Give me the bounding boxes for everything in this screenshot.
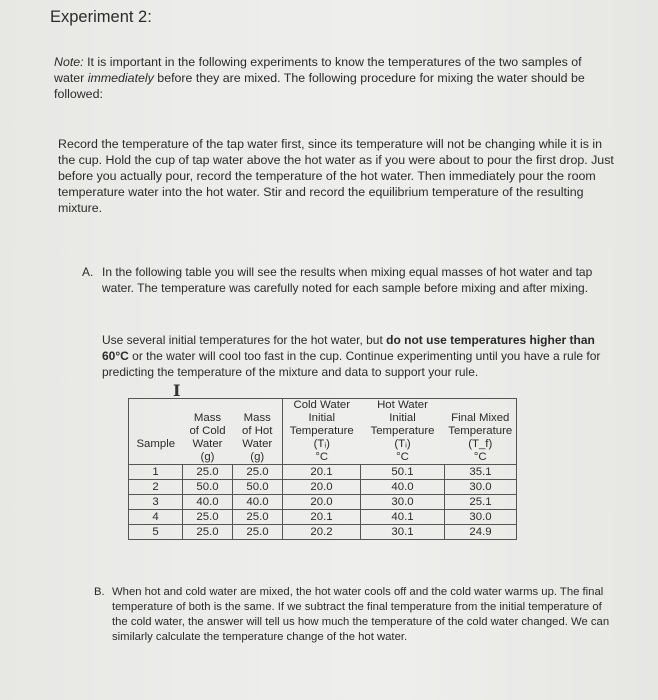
header-final-4: °C [445, 451, 517, 465]
cell-mass-hot: 25.0 [233, 510, 283, 525]
cell-final-temp: 24.9 [445, 525, 517, 540]
header-mass-cold-4: (g) [200, 451, 215, 463]
cell-mass-hot: 25.0 [233, 525, 283, 540]
header-mass-hot-1: Mass [233, 412, 283, 425]
cell-mass-cold: 40.0 [183, 495, 233, 510]
cell-mass-cold: 50.0 [183, 480, 233, 495]
procedure-paragraph: Record the temperature of the tap water first, since its temperature will not be changing while it is in the cup. Hold the cup of tap water above the hot water as if you were about to pour the first drop. Just before you actually pour, record the temperature of the hot water. Then immediately pour the room temperature water into the hot water. Stir and record the equilibrium temperature of the resulting mixture. [58, 137, 614, 215]
header-mass-hot-3: Water [233, 438, 283, 451]
cell-hot-temp: 40.0 [361, 480, 445, 495]
header-hot-2: Initial [389, 412, 416, 424]
use-text-after: or the water will cool too fast in the cup. Continue experimenting until you have a rule for predicting the temperature of the mixture and data to support your rule. [102, 349, 601, 379]
table-row [129, 525, 517, 540]
cell-sample: 3 [129, 495, 183, 510]
note-paragraph [54, 54, 614, 102]
instructions-paragraph [102, 332, 622, 380]
header-mass-cold-1: Mass [193, 412, 222, 424]
cell-final-temp: 30.0 [445, 510, 517, 525]
cell-mass-hot: 40.0 [233, 495, 283, 510]
cell-mass-cold: 25.0 [183, 525, 233, 540]
cell-sample: 1 [129, 465, 183, 480]
cell-hot-temp: 40.1 [361, 510, 445, 525]
header-cold-2: Initial [308, 412, 336, 424]
cell-mass-hot: 25.0 [233, 465, 283, 480]
cell-final-temp: 30.0 [445, 480, 517, 495]
section-b-letter: B. [94, 586, 105, 598]
use-text-before: Use several initial temperatures for the hot water, but [102, 333, 387, 347]
table-body [129, 465, 517, 540]
header-mass-hot-4: (g) [233, 451, 283, 465]
table-row [129, 495, 517, 510]
header-final-3: (T_f) [445, 438, 517, 451]
cell-mass-cold: 25.0 [183, 465, 233, 480]
cell-final-temp: 35.1 [445, 465, 517, 480]
header-cold-3: Temperature [289, 425, 354, 437]
cell-hot-temp: 50.1 [361, 465, 445, 480]
cell-sample: 5 [129, 525, 183, 540]
header-mass-cold-2: of Cold [189, 425, 226, 437]
use-warning-bold: do not use temperatures higher than 60°C [102, 333, 595, 363]
note-text-after: before they are mixed. The following procedure for mixing the water should be followed: [54, 71, 585, 101]
cell-mass-cold: 25.0 [183, 510, 233, 525]
results-table [128, 398, 517, 540]
header-hot-5: °C [396, 451, 409, 463]
table-row [129, 465, 517, 480]
cell-hot-temp: 30.1 [361, 525, 445, 540]
cell-mass-hot: 50.0 [233, 480, 283, 495]
note-text-before: It is important in the following experiments to know the temperatures of the two samples of water [54, 55, 582, 85]
cell-cold-temp: 20.0 [283, 480, 361, 495]
page-title: Experiment 2: [50, 8, 152, 26]
header-cold-4: (Tᵢ) [313, 438, 330, 450]
header-final-1: Final Mixed [445, 412, 517, 425]
note-emphasis: immediately [87, 71, 154, 85]
header-mass-cold-3: Water [192, 438, 223, 450]
header-cold-1: Cold Water [283, 399, 361, 413]
header-hot-3: Temperature [370, 425, 435, 437]
section-a-text: In the following table you will see the results when mixing equal masses of hot water and tap water. The temperature was carefully noted for each sample before mixing and after mixing. [102, 265, 593, 295]
cell-cold-temp: 20.2 [283, 525, 361, 540]
header-hot-4: (Tᵢ) [394, 438, 411, 450]
text-cursor-icon: I [173, 381, 181, 400]
cell-cold-temp: 20.0 [283, 495, 361, 510]
cell-sample: 4 [129, 510, 183, 525]
header-sample: Sample [129, 438, 183, 451]
cell-cold-temp: 20.1 [283, 510, 361, 525]
cell-cold-temp: 20.1 [283, 465, 361, 480]
cell-hot-temp: 30.0 [361, 495, 445, 510]
table-row [129, 480, 517, 495]
header-hot-1: Hot Water [361, 399, 445, 413]
section-b-text: When hot and cold water are mixed, the hot water cools off and the cold water warms up. The final temperature of both is the same. If we subtract the final temperature from the initial temperature of the cold water, the answer will tell us how much the temperature of the cold water changed. We can similarly calculate the temperature change of the hot water. [112, 586, 610, 643]
table-row [129, 510, 517, 525]
header-cold-5: °C [315, 451, 329, 463]
note-label: Note: [54, 55, 84, 69]
section-a-letter: A. [82, 265, 94, 279]
header-mass-hot-2: of Hot [233, 425, 283, 438]
cell-final-temp: 25.1 [445, 495, 517, 510]
header-final-2: Temperature [445, 425, 517, 438]
cell-sample: 2 [129, 480, 183, 495]
